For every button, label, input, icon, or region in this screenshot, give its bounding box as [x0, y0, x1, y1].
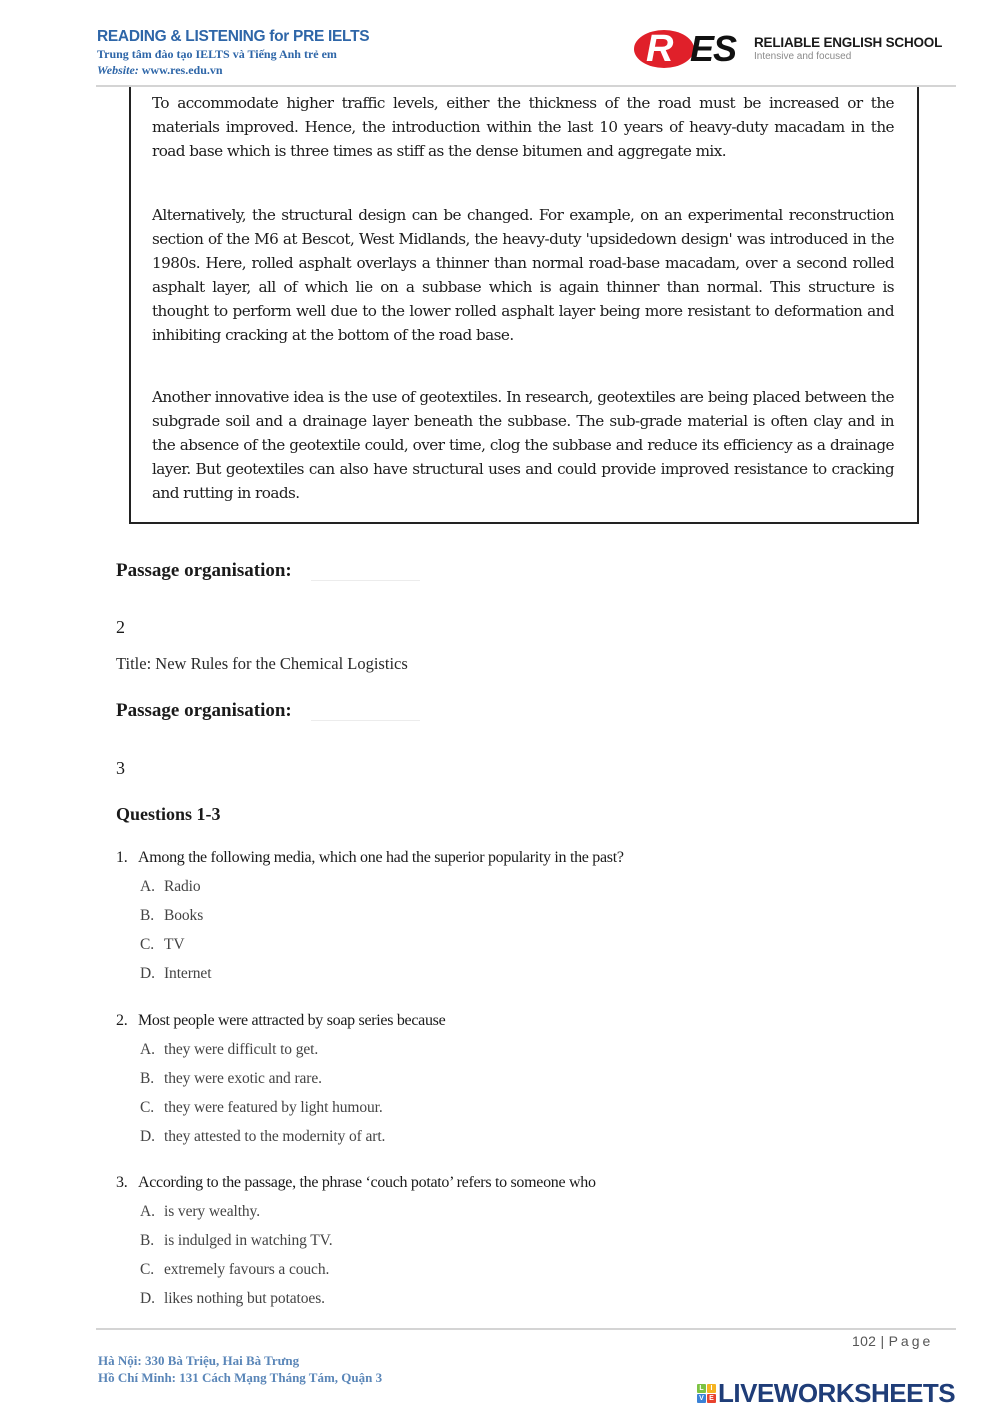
- passage-number-3: 3: [116, 758, 125, 778]
- school-name: RELIABLE ENGLISH SCHOOL: [754, 35, 943, 50]
- page-number: 102 | Page: [852, 1333, 934, 1349]
- question-stem: 2. Most people were attracted by soap series because: [116, 1012, 446, 1029]
- question-option[interactable]: A. is very wealthy.: [140, 1203, 260, 1220]
- passage-box: [129, 87, 919, 524]
- passage-title-2: Title: New Rules for the Chemical Logistics: [116, 654, 408, 673]
- question-option[interactable]: D. they attested to the modernity of art.: [140, 1128, 386, 1145]
- liveworksheets-logo: [697, 1379, 955, 1407]
- liveworksheets-wordmark: LIVEWORKSHEETS: [718, 1378, 956, 1408]
- passage-number-2: 2: [116, 617, 125, 637]
- address-hanoi: Hà Nội: 330 Bà Triệu, Hai Bà Trưng: [98, 1353, 300, 1368]
- question-option[interactable]: A. they were difficult to get.: [140, 1041, 319, 1058]
- liveworksheets-icon: L I V E: [697, 1384, 716, 1403]
- logo-letter-r: R: [646, 28, 674, 70]
- question-2: [116, 1011, 445, 1147]
- question-stem: 3. According to the passage, the phrase ‘couch potato’ refers to someone who: [116, 1174, 596, 1191]
- question-option[interactable]: B. Books: [140, 907, 204, 924]
- website-url: www.res.edu.vn: [141, 63, 223, 77]
- questions-heading: Questions 1-3: [116, 804, 221, 824]
- res-logo-block: [632, 28, 942, 70]
- header-branding: [97, 27, 369, 78]
- footer-divider: [96, 1328, 956, 1330]
- school-tagline: Intensive and focused: [754, 51, 852, 62]
- question-option[interactable]: A. Radio: [140, 878, 201, 895]
- course-title: READING & LISTENING for PRE IELTS: [97, 28, 370, 45]
- website-line: [97, 62, 369, 78]
- passage-paragraph: Another innovative idea is the use of geotextiles. In research, geotextiles are being placed between the subgrade soil and a drainage layer beneath the subbase. The sub-grade material is often clay and in the absence of the geotextile could, over time, clog the subbase and reduce its efficiency as a drainage layer. But geotextiles can also have structural uses and could provide improved resistance to cracking and rutting in roads.: [152, 388, 894, 502]
- passage-organisation-label-2: Passage organisation:: [116, 700, 292, 721]
- school-name-block: [754, 35, 942, 63]
- question-option[interactable]: C. they were featured by light humour.: [140, 1099, 383, 1116]
- passage-paragraph: Alternatively, the structural design can be changed. For example, on an experimental reconstruction section of the M6 at Bescot, West Midlands, the heavy-duty 'upsidedown design' was introduced in the 1980s. Here, rolled asphalt overlays a thinner than normal road-base macadam, over a second rolled asphalt layer, all of which lie on a subbase which is again thinner than normal. This structure is thought to perform well due to the lower rolled asphalt layer being more resistant to deformation and inhibiting cracking at the bottom of the road base.: [152, 206, 894, 344]
- passage-organisation-input-1[interactable]: [311, 560, 420, 581]
- address-hcm: Hồ Chí Minh: 131 Cách Mạng Tháng Tám, Quận 3: [98, 1370, 383, 1385]
- question-option[interactable]: B. is indulged in watching TV.: [140, 1232, 333, 1249]
- question-3: [116, 1173, 596, 1309]
- question-stem: 1. Among the following media, which one had the superior popularity in the past?: [116, 849, 624, 866]
- passage-organisation-label-1: Passage organisation:: [116, 560, 292, 581]
- logo-letters-es: ES: [690, 28, 737, 69]
- passage-organisation-input-2[interactable]: [311, 700, 420, 721]
- passage-paragraph: To accommodate higher traffic levels, either the thickness of the road must be increased or the materials improved. Hence, the introduction within the last 10 years of heavy-duty macadam in the road base which is three times as stiff as the dense bitumen and aggregate mix.: [152, 94, 894, 160]
- question-option[interactable]: C. TV: [140, 936, 185, 953]
- center-subtitle: Trung tâm đào tạo IELTS và Tiếng Anh trẻ em: [97, 47, 337, 61]
- question-option[interactable]: B. they were exotic and rare.: [140, 1070, 322, 1087]
- question-option[interactable]: C. extremely favours a couch.: [140, 1261, 330, 1278]
- website-label: Website:: [97, 63, 139, 77]
- question-option[interactable]: D. Internet: [140, 965, 212, 982]
- question-option[interactable]: D. likes nothing but potatoes.: [140, 1290, 325, 1307]
- res-logo-icon: [632, 28, 750, 70]
- question-1: [116, 848, 624, 984]
